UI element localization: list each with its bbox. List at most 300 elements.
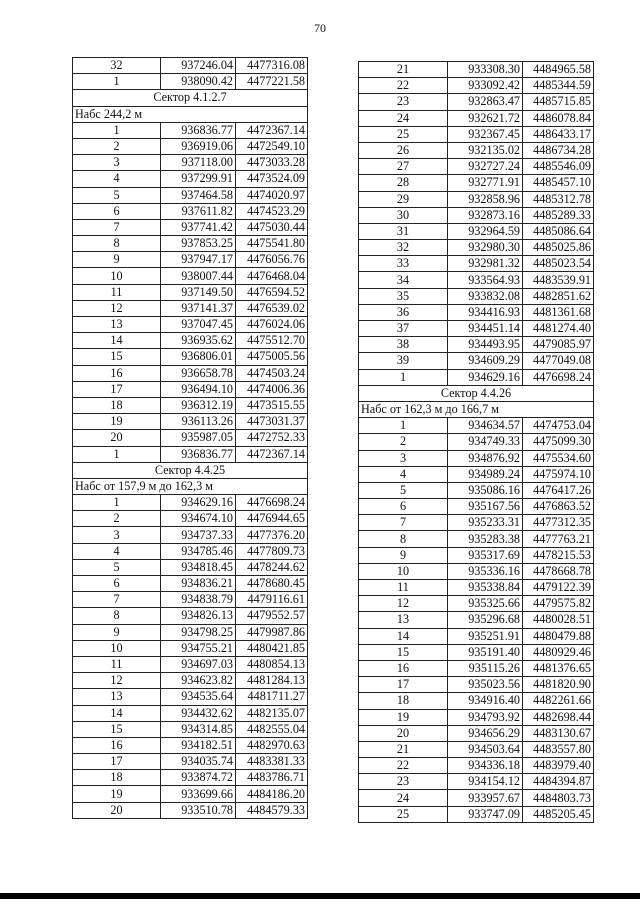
y-coordinate: 4479987.86 [236, 624, 308, 640]
x-coordinate: 937299.91 [161, 171, 236, 187]
coordinate-row [359, 337, 594, 353]
x-coordinate: 935115.26 [448, 660, 523, 676]
y-coordinate: 4475030.44 [236, 219, 308, 235]
y-coordinate: 4485344.59 [523, 78, 594, 94]
y-coordinate: 4480854.13 [236, 656, 308, 672]
point-number: 10 [359, 563, 448, 579]
point-number: 8 [73, 236, 161, 252]
x-coordinate: 934916.40 [448, 693, 523, 709]
x-coordinate: 932981.32 [448, 256, 523, 272]
point-number: 24 [359, 790, 448, 806]
coordinate-row [359, 272, 594, 288]
point-number: 4 [359, 466, 448, 482]
coordinate-row [73, 543, 308, 559]
y-coordinate: 4476863.52 [523, 499, 594, 515]
altitude-heading-row [73, 478, 308, 494]
point-number: 6 [73, 576, 161, 592]
coordinates-table-left [72, 57, 308, 819]
y-coordinate: 4481376.65 [523, 660, 594, 676]
x-coordinate: 935317.69 [448, 547, 523, 563]
point-number: 16 [73, 737, 161, 753]
point-number: 11 [73, 284, 161, 300]
x-coordinate: 934737.33 [161, 527, 236, 543]
coordinate-row [359, 94, 594, 110]
y-coordinate: 4475541.80 [236, 236, 308, 252]
coordinate-row [359, 256, 594, 272]
x-coordinate: 937047.45 [161, 317, 236, 333]
y-coordinate: 4476594.52 [236, 284, 308, 300]
y-coordinate: 4486734.28 [523, 142, 594, 158]
y-coordinate: 4484186.20 [236, 786, 308, 802]
point-number: 39 [359, 353, 448, 369]
x-coordinate: 934035.74 [161, 754, 236, 770]
point-number: 9 [359, 547, 448, 563]
y-coordinate: 4483557.80 [523, 741, 594, 757]
point-number: 5 [73, 187, 161, 203]
x-coordinate: 935283.38 [448, 531, 523, 547]
coordinate-row [73, 268, 308, 284]
coordinate-row [73, 511, 308, 527]
point-number: 7 [359, 515, 448, 531]
point-number: 15 [73, 349, 161, 365]
x-coordinate: 934755.21 [161, 640, 236, 656]
y-coordinate: 4484803.73 [523, 790, 594, 806]
point-number: 17 [359, 677, 448, 693]
point-number: 14 [73, 705, 161, 721]
point-number: 11 [73, 656, 161, 672]
x-coordinate: 935296.68 [448, 612, 523, 628]
y-coordinate: 4483130.67 [523, 725, 594, 741]
x-coordinate: 934182.51 [161, 737, 236, 753]
coordinate-row [359, 547, 594, 563]
coordinate-row [73, 656, 308, 672]
y-coordinate: 4476539.02 [236, 300, 308, 316]
coordinate-row [73, 349, 308, 365]
point-number: 20 [73, 430, 161, 446]
coordinate-row [73, 689, 308, 705]
coordinate-row [359, 321, 594, 337]
x-coordinate: 932980.30 [448, 240, 523, 256]
y-coordinate: 4479116.61 [236, 592, 308, 608]
x-coordinate: 935987.05 [161, 430, 236, 446]
point-number: 25 [359, 806, 448, 822]
coordinate-row [73, 446, 308, 462]
point-number: 18 [73, 397, 161, 413]
y-coordinate: 4482970.63 [236, 737, 308, 753]
coordinate-row [73, 430, 308, 446]
y-coordinate: 4475005.56 [236, 349, 308, 365]
y-coordinate: 4474503.24 [236, 365, 308, 381]
coordinate-row [73, 624, 308, 640]
coordinate-row [73, 786, 308, 802]
coordinate-row [73, 397, 308, 413]
coordinate-row [73, 300, 308, 316]
sector-heading-row [73, 90, 308, 106]
y-coordinate: 4486433.17 [523, 126, 594, 142]
x-coordinate: 934451.14 [448, 321, 523, 337]
y-coordinate: 4485289.33 [523, 207, 594, 223]
x-coordinate: 934314.85 [161, 721, 236, 737]
x-coordinate: 936919.06 [161, 138, 236, 154]
point-number: 17 [73, 381, 161, 397]
point-number: 16 [359, 660, 448, 676]
point-number: 7 [73, 219, 161, 235]
y-coordinate: 4483539.91 [523, 272, 594, 288]
coordinate-row [359, 353, 594, 369]
point-number: 17 [73, 754, 161, 770]
x-coordinate: 932771.91 [448, 175, 523, 191]
y-coordinate: 4482698.44 [523, 709, 594, 725]
point-number: 16 [73, 365, 161, 381]
y-coordinate: 4474523.29 [236, 203, 308, 219]
point-number: 20 [73, 802, 161, 818]
y-coordinate: 4477221.58 [236, 74, 308, 90]
x-coordinate: 934432.62 [161, 705, 236, 721]
point-number: 38 [359, 337, 448, 353]
coordinate-row [73, 155, 308, 171]
y-coordinate: 4481274.40 [523, 321, 594, 337]
y-coordinate: 4485023.54 [523, 256, 594, 272]
coordinate-row [359, 709, 594, 725]
coordinate-row [73, 252, 308, 268]
point-number: 19 [73, 414, 161, 430]
x-coordinate: 935233.31 [448, 515, 523, 531]
y-coordinate: 4482555.04 [236, 721, 308, 737]
coordinate-row [73, 802, 308, 818]
y-coordinate: 4485457.10 [523, 175, 594, 191]
point-number: 20 [359, 725, 448, 741]
x-coordinate: 936836.77 [161, 446, 236, 462]
x-coordinate: 934836.21 [161, 576, 236, 592]
x-coordinate: 935336.16 [448, 563, 523, 579]
point-number: 3 [73, 155, 161, 171]
x-coordinate: 934336.18 [448, 758, 523, 774]
y-coordinate: 4472549.10 [236, 138, 308, 154]
y-coordinate: 4478680.45 [236, 576, 308, 592]
point-number: 9 [73, 252, 161, 268]
y-coordinate: 4481711.27 [236, 689, 308, 705]
coordinate-row [359, 596, 594, 612]
coordinate-row [73, 414, 308, 430]
altitude-range: Набс от 157,9 м до 162,3 м [73, 478, 308, 494]
coordinate-row [359, 725, 594, 741]
altitude-heading-row [359, 401, 594, 417]
point-number: 18 [359, 693, 448, 709]
y-coordinate: 4482135.07 [236, 705, 308, 721]
x-coordinate: 932964.59 [448, 223, 523, 239]
coordinate-row [73, 608, 308, 624]
x-coordinate: 935338.84 [448, 580, 523, 596]
coordinate-row [359, 191, 594, 207]
point-number: 13 [359, 612, 448, 628]
x-coordinate: 934535.64 [161, 689, 236, 705]
x-coordinate: 932863.47 [448, 94, 523, 110]
coordinate-row [359, 159, 594, 175]
x-coordinate: 933564.93 [448, 272, 523, 288]
y-coordinate: 4481361.68 [523, 304, 594, 320]
point-number: 14 [359, 628, 448, 644]
coordinate-row [359, 677, 594, 693]
y-coordinate: 4479552.57 [236, 608, 308, 624]
coordinate-row [73, 592, 308, 608]
point-number: 31 [359, 223, 448, 239]
x-coordinate: 934416.93 [448, 304, 523, 320]
coordinate-row [359, 175, 594, 191]
point-number: 24 [359, 110, 448, 126]
y-coordinate: 4480929.46 [523, 644, 594, 660]
x-coordinate: 933747.09 [448, 806, 523, 822]
coordinate-row [73, 171, 308, 187]
y-coordinate: 4478668.78 [523, 563, 594, 579]
point-number: 4 [73, 543, 161, 559]
point-number: 1 [73, 74, 161, 90]
coordinate-row [73, 527, 308, 543]
x-coordinate: 934634.57 [448, 418, 523, 434]
x-coordinate: 936935.62 [161, 333, 236, 349]
x-coordinate: 933957.67 [448, 790, 523, 806]
point-number: 9 [73, 624, 161, 640]
point-number: 1 [359, 369, 448, 385]
x-coordinate: 938007.44 [161, 268, 236, 284]
point-number: 14 [73, 333, 161, 349]
coordinate-row [73, 284, 308, 300]
x-coordinate: 937149.50 [161, 284, 236, 300]
point-number: 21 [359, 62, 448, 78]
point-number: 15 [73, 721, 161, 737]
y-coordinate: 4480421.85 [236, 640, 308, 656]
x-coordinate: 934798.25 [161, 624, 236, 640]
coordinate-row [359, 304, 594, 320]
point-number: 7 [73, 592, 161, 608]
x-coordinate: 934154.12 [448, 774, 523, 790]
altitude-heading-row [73, 106, 308, 122]
point-number: 2 [73, 138, 161, 154]
coordinate-row [359, 644, 594, 660]
y-coordinate: 4479085.97 [523, 337, 594, 353]
coordinate-row [359, 580, 594, 596]
point-number: 28 [359, 175, 448, 191]
point-number: 13 [73, 689, 161, 705]
coordinate-row [359, 223, 594, 239]
y-coordinate: 4476024.06 [236, 317, 308, 333]
y-coordinate: 4473031.37 [236, 414, 308, 430]
y-coordinate: 4484579.33 [236, 802, 308, 818]
coordinate-row [359, 288, 594, 304]
y-coordinate: 4475099.30 [523, 434, 594, 450]
point-number: 29 [359, 191, 448, 207]
y-coordinate: 4475534.60 [523, 450, 594, 466]
y-coordinate: 4473515.55 [236, 397, 308, 413]
y-coordinate: 4477049.08 [523, 353, 594, 369]
page-number: 70 [314, 21, 326, 35]
coordinate-row [73, 495, 308, 511]
x-coordinate: 936806.01 [161, 349, 236, 365]
y-coordinate: 4472367.14 [236, 122, 308, 138]
coordinate-row [359, 660, 594, 676]
x-coordinate: 934656.29 [448, 725, 523, 741]
x-coordinate: 934674.10 [161, 511, 236, 527]
point-number: 6 [73, 203, 161, 219]
point-number: 8 [73, 608, 161, 624]
coordinate-row [359, 531, 594, 547]
coordinate-row [73, 770, 308, 786]
y-coordinate: 4485025.86 [523, 240, 594, 256]
point-number: 32 [73, 58, 161, 74]
x-coordinate: 935167.56 [448, 499, 523, 515]
x-coordinate: 935325.66 [448, 596, 523, 612]
point-number: 3 [359, 450, 448, 466]
y-coordinate: 4483381.33 [236, 754, 308, 770]
y-coordinate: 4481820.90 [523, 677, 594, 693]
point-number: 18 [73, 770, 161, 786]
y-coordinate: 4485715.85 [523, 94, 594, 110]
y-coordinate: 4481284.13 [236, 673, 308, 689]
coordinate-row [73, 673, 308, 689]
coordinate-row [359, 62, 594, 78]
coordinate-row [359, 758, 594, 774]
point-number: 1 [73, 446, 161, 462]
altitude-range: Набс от 162,3 м до 166,7 м [359, 401, 594, 417]
coordinate-row [73, 74, 308, 90]
sector-title: Сектор 4.4.25 [73, 462, 308, 478]
coordinate-row [359, 628, 594, 644]
x-coordinate: 937947.17 [161, 252, 236, 268]
y-coordinate: 4476417.26 [523, 482, 594, 498]
y-coordinate: 4472752.33 [236, 430, 308, 446]
x-coordinate: 934749.33 [448, 434, 523, 450]
point-number: 8 [359, 531, 448, 547]
x-coordinate: 934609.29 [448, 353, 523, 369]
x-coordinate: 932367.45 [448, 126, 523, 142]
y-coordinate: 4485546.09 [523, 159, 594, 175]
x-coordinate: 934876.92 [448, 450, 523, 466]
x-coordinate: 933092.42 [448, 78, 523, 94]
x-coordinate: 932727.24 [448, 159, 523, 175]
altitude-range: Набс 244,2 м [73, 106, 308, 122]
x-coordinate: 938090.42 [161, 74, 236, 90]
y-coordinate: 4474006.36 [236, 381, 308, 397]
coordinate-row [359, 774, 594, 790]
point-number: 26 [359, 142, 448, 158]
x-coordinate: 934493.95 [448, 337, 523, 353]
y-coordinate: 4482851.62 [523, 288, 594, 304]
x-coordinate: 934818.45 [161, 559, 236, 575]
y-coordinate: 4473524.09 [236, 171, 308, 187]
point-number: 11 [359, 580, 448, 596]
x-coordinate: 932873.16 [448, 207, 523, 223]
x-coordinate: 932621.72 [448, 110, 523, 126]
point-number: 35 [359, 288, 448, 304]
x-coordinate: 934838.79 [161, 592, 236, 608]
point-number: 3 [73, 527, 161, 543]
point-number: 15 [359, 644, 448, 660]
coordinate-row [359, 482, 594, 498]
coordinate-row [359, 515, 594, 531]
coordinate-row [359, 450, 594, 466]
point-number: 23 [359, 94, 448, 110]
y-coordinate: 4483786.71 [236, 770, 308, 786]
y-coordinate: 4485205.45 [523, 806, 594, 822]
point-number: 13 [73, 317, 161, 333]
coordinate-row [359, 418, 594, 434]
sector-title: Сектор 4.1.2.7 [73, 90, 308, 106]
point-number: 5 [73, 559, 161, 575]
coordinate-row [73, 721, 308, 737]
point-number: 30 [359, 207, 448, 223]
point-number: 21 [359, 741, 448, 757]
point-number: 4 [73, 171, 161, 187]
x-coordinate: 932858.96 [448, 191, 523, 207]
y-coordinate: 4476944.65 [236, 511, 308, 527]
coordinate-row [73, 365, 308, 381]
x-coordinate: 934697.03 [161, 656, 236, 672]
scan-edge-bar [0, 893, 640, 899]
coordinate-row [73, 219, 308, 235]
point-number: 2 [73, 511, 161, 527]
point-number: 25 [359, 126, 448, 142]
coordinate-row [359, 369, 594, 385]
point-number: 12 [73, 300, 161, 316]
x-coordinate: 934989.24 [448, 466, 523, 482]
point-number: 5 [359, 482, 448, 498]
y-coordinate: 4476468.04 [236, 268, 308, 284]
y-coordinate: 4472367.14 [236, 446, 308, 462]
point-number: 19 [359, 709, 448, 725]
x-coordinate: 933832.08 [448, 288, 523, 304]
point-number: 1 [359, 418, 448, 434]
point-number: 23 [359, 774, 448, 790]
coordinate-row [73, 754, 308, 770]
y-coordinate: 4484965.58 [523, 62, 594, 78]
coordinate-row [359, 693, 594, 709]
y-coordinate: 4477316.08 [236, 58, 308, 74]
point-number: 33 [359, 256, 448, 272]
sector-heading-row [73, 462, 308, 478]
x-coordinate: 936113.26 [161, 414, 236, 430]
x-coordinate: 935191.40 [448, 644, 523, 660]
coordinate-row [73, 122, 308, 138]
y-coordinate: 4475512.70 [236, 333, 308, 349]
y-coordinate: 4477763.21 [523, 531, 594, 547]
y-coordinate: 4479122.39 [523, 580, 594, 596]
y-coordinate: 4477809.73 [236, 543, 308, 559]
point-number: 12 [73, 673, 161, 689]
x-coordinate: 937853.25 [161, 236, 236, 252]
x-coordinate: 934785.46 [161, 543, 236, 559]
point-number: 10 [73, 640, 161, 656]
point-number: 37 [359, 321, 448, 337]
coordinate-row [359, 126, 594, 142]
coordinate-row [73, 576, 308, 592]
coordinate-row [359, 240, 594, 256]
coordinate-row [73, 737, 308, 753]
coordinate-row [73, 138, 308, 154]
coordinate-row [73, 333, 308, 349]
coordinate-row [359, 790, 594, 806]
coordinate-row [73, 58, 308, 74]
coordinate-row [359, 110, 594, 126]
y-coordinate: 4478244.62 [236, 559, 308, 575]
point-number: 19 [73, 786, 161, 802]
y-coordinate: 4476698.24 [523, 369, 594, 385]
coordinate-row [73, 381, 308, 397]
coordinate-row [359, 207, 594, 223]
x-coordinate: 937464.58 [161, 187, 236, 203]
point-number: 32 [359, 240, 448, 256]
y-coordinate: 4477376.20 [236, 527, 308, 543]
x-coordinate: 935086.16 [448, 482, 523, 498]
x-coordinate: 934826.13 [161, 608, 236, 624]
